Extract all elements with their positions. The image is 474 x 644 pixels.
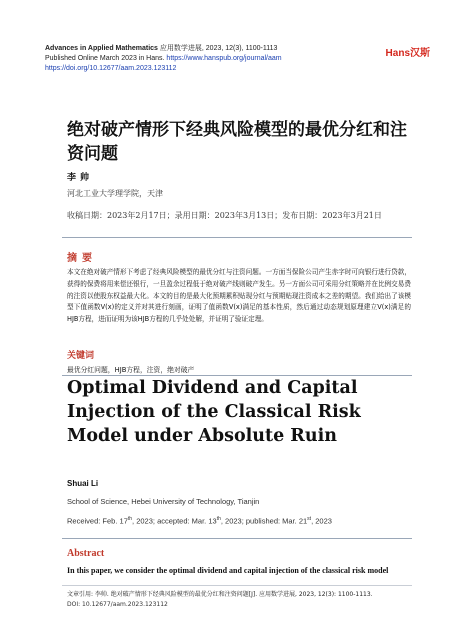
doi-link[interactable]: https://doi.org/10.12677/aam.2023.123112 bbox=[45, 65, 177, 72]
dates-chinese: 收稿日期：2023年2月17日；录用日期：2023年3月13日；发布日期：2023年3月21日 bbox=[67, 211, 382, 220]
title-chinese: 绝对破产情形下经典风险模型的最优分红和注资问题 bbox=[67, 120, 407, 164]
author-chinese: 李帅 bbox=[67, 173, 94, 183]
citation-footer bbox=[67, 590, 417, 610]
published-line bbox=[45, 54, 435, 64]
journal-name: Advances in Applied Mathematics bbox=[45, 45, 158, 52]
received-suffix: th bbox=[127, 516, 133, 522]
affiliation-chinese: 河北工业大学理学院，天津 bbox=[67, 189, 163, 198]
published-suffix: st bbox=[307, 516, 312, 522]
divider bbox=[62, 237, 412, 238]
abstract-label-english: Abstract bbox=[67, 548, 105, 559]
title-english: Optimal Dividend and Capital Injection of the Classical Risk Model under Absolute Ruin bbox=[67, 378, 361, 446]
journal-line bbox=[45, 44, 435, 54]
published-date: , 2023; published: Mar. 21 bbox=[220, 516, 308, 526]
accepted-date: , 2023; accepted: Mar. 13 bbox=[132, 516, 217, 526]
affiliation-english: School of Science, Hebei University of Technology, Tianjin bbox=[67, 497, 260, 506]
keywords-label-chinese: 关键词 bbox=[67, 351, 95, 361]
footer-doi[interactable]: DOI: 10.12677/aam.2023.123112 bbox=[67, 601, 168, 608]
keywords-chinese: 最优分红问题，HJB方程，注资，绝对破产 bbox=[67, 366, 195, 374]
abstract-chinese: 本文在绝对破产情形下考虑了经典风险模型的最优分红与注资问题。一方面当保险公司产生赤字时可向银行进行贷款，获得的保费将用来偿还银行，一旦盈余过程低于绝对破产线则破产发生。另一方面公司可采用分红策略并在比例交易费的注资以使股东权益最大化。本文的目的是最大化预期累积贴现分红与预期贴现注资成本之差的期望。我们给出了该模型下值函数V(x)的定义并对其进行刻画，证明了值函数V(x)满足的基本性质，然后通过动态规划原理建立V(x)满足的HJB方程，进而证明为该HJB方程的几乎处处解，并证明了验证定理。 bbox=[67, 268, 411, 324]
abstract-label-chinese: 摘要 bbox=[67, 253, 97, 264]
abstract-english: In this paper, we consider the optimal dividend and capital injection of the classical risk model bbox=[67, 566, 389, 575]
journal-header bbox=[45, 44, 435, 74]
journal-info: 应用数学进展, 2023, 12(3), 1100-1113 bbox=[159, 45, 278, 52]
dates-english bbox=[67, 516, 332, 526]
received-date: Received: Feb. 17 bbox=[67, 516, 128, 526]
divider bbox=[62, 538, 412, 539]
accepted-suffix: th bbox=[216, 516, 221, 522]
publisher-logo: Hans汉斯 bbox=[385, 48, 430, 59]
footer-divider bbox=[62, 585, 412, 586]
author-english: Shuai Li bbox=[67, 479, 99, 488]
year-tail: , 2023 bbox=[311, 516, 332, 526]
journal-url-link[interactable]: https://www.hanspub.org/journal/aam bbox=[166, 55, 282, 62]
citation-text: 文章引用: 李帅. 绝对破产情形下经典风险模型的最优分红和注资问题[J]. 应用数学进展, 2023, 12(3): 1100-1113. bbox=[67, 591, 373, 598]
published-text: Published Online March 2023 in Hans. bbox=[45, 55, 165, 62]
